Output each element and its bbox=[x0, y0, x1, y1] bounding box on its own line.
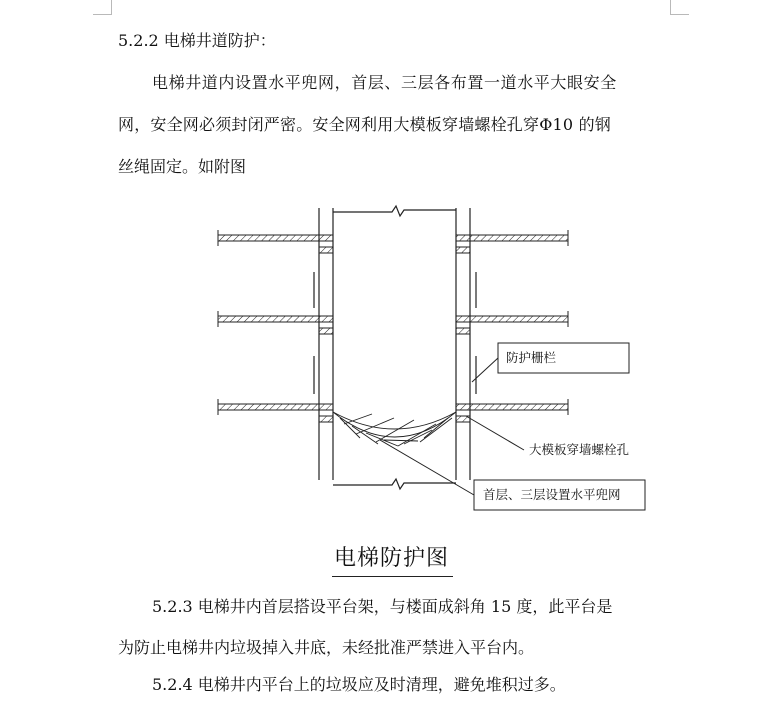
label-guard-rail: 防护栅栏 bbox=[506, 350, 557, 365]
paragraph-line-3: 丝绳固定。如附图 bbox=[118, 157, 247, 176]
label-guard-rail-box bbox=[498, 343, 629, 373]
paragraph-line-2: 网，安全网必须封闭严密。安全网利用大模板穿墙螺栓孔穿Φ10 的钢 bbox=[118, 115, 611, 134]
label-net-box bbox=[474, 480, 645, 510]
label-bolt-hole: 大模板穿墙螺栓孔 bbox=[529, 442, 630, 457]
guard-rails bbox=[314, 272, 476, 394]
section-heading: 5.2.2 电梯井道防护： bbox=[118, 31, 276, 50]
floor-slabs bbox=[218, 230, 568, 422]
item-524: 5.2.4 电梯井内平台上的垃圾应及时清理，避免堆积过多。 bbox=[152, 675, 566, 694]
item-523-line-2: 为防止电梯井内垃圾掉入井底，未经批准严禁进入平台内。 bbox=[118, 638, 535, 657]
shaft-walls bbox=[319, 206, 470, 489]
leader-lines bbox=[380, 358, 524, 495]
safety-net bbox=[333, 412, 456, 446]
label-net: 首层、三层设置水平兜网 bbox=[483, 487, 621, 502]
paragraph-line-1: 电梯井道内设置水平兜网，首层、三层各布置一道水平大眼安全 bbox=[152, 73, 617, 92]
item-523-line-1: 5.2.3 电梯井内首层搭设平台架，与楼面成斜角 15 度，此平台是 bbox=[152, 597, 613, 616]
diagram-caption: 电梯防护图 bbox=[332, 544, 453, 577]
